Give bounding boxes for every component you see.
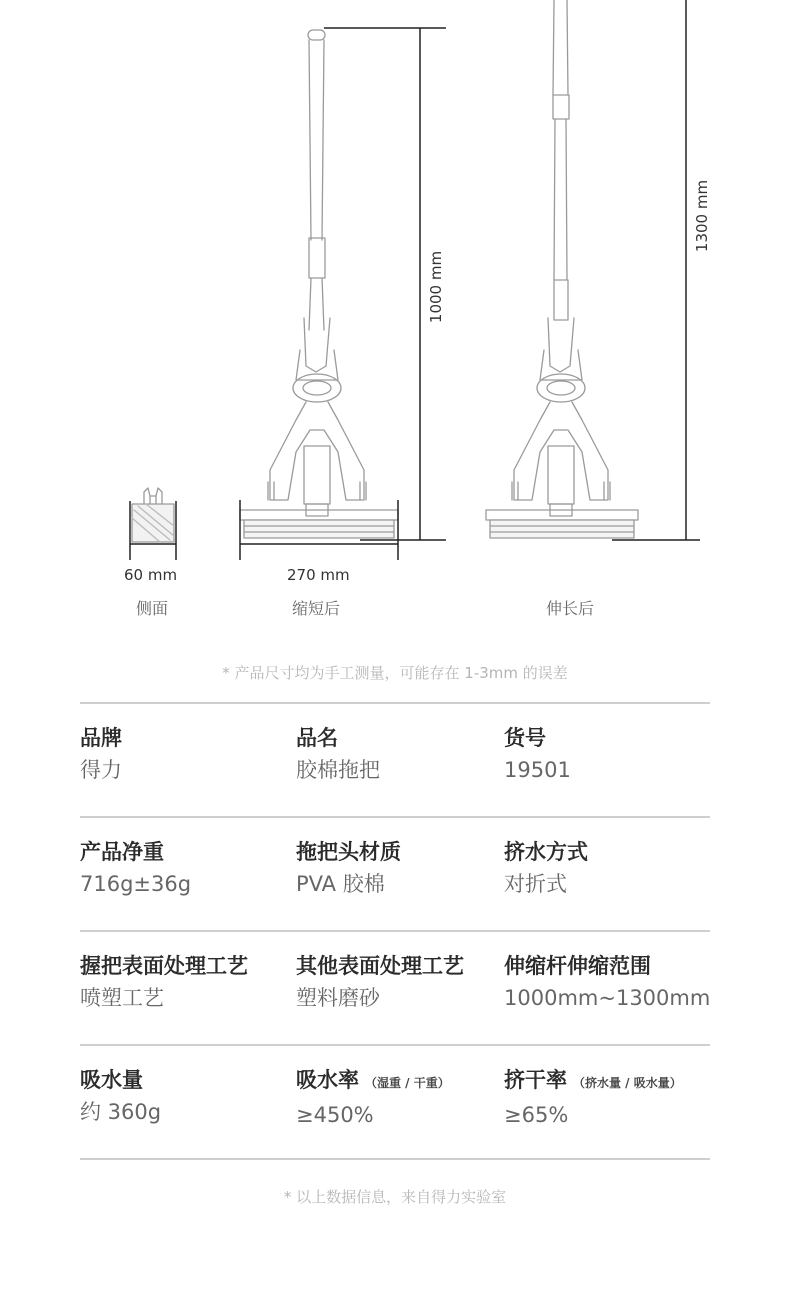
spec-key: 其他表面处理工艺 xyxy=(296,954,464,978)
spec-key: 品名 xyxy=(296,726,338,750)
spec-value: 1000mm~1300mm xyxy=(504,986,711,1010)
spec-cell-pole-range xyxy=(504,950,710,1014)
spec-cell-brand xyxy=(80,722,122,786)
spec-cell-product-name xyxy=(296,722,380,786)
spec-value: 716g±36g xyxy=(80,872,192,896)
spec-key: 伸缩杆伸缩范围 xyxy=(504,954,651,978)
spec-row xyxy=(80,704,710,818)
spec-cell-item-number xyxy=(504,722,571,786)
spec-cell-wring-method xyxy=(504,836,588,900)
long-height-label: 1300 mm xyxy=(693,179,712,253)
spec-cell-absorption xyxy=(80,1064,161,1128)
spec-value: PVA 胶棉 xyxy=(296,872,385,896)
short-height-label: 1000 mm xyxy=(427,250,446,324)
spec-cell-other-finish xyxy=(296,950,464,1014)
mop-shortened-drawing xyxy=(240,30,398,538)
spec-cell-net-weight xyxy=(80,836,191,900)
spec-value: ≥450% xyxy=(296,1103,374,1127)
spec-value: 对折式 xyxy=(504,872,567,896)
side-width-label: 60 mm xyxy=(124,566,178,584)
measurement-note: * 产品尺寸均为手工测量，可能存在 1-3mm 的误差 xyxy=(222,664,568,682)
mop-extended-drawing xyxy=(486,0,638,538)
mop-side-view xyxy=(132,488,174,542)
row-divider xyxy=(80,1158,710,1160)
spec-key-text: 吸水率 xyxy=(296,1068,359,1092)
caption-side: 侧面 xyxy=(136,599,169,618)
spec-row xyxy=(80,932,710,1046)
caption-extended: 伸长后 xyxy=(546,599,595,618)
spec-cell-wring-rate xyxy=(504,1064,682,1131)
spec-key: 挤水方式 xyxy=(504,840,588,864)
spec-key: 拖把头材质 xyxy=(296,840,401,864)
spec-cell-head-material xyxy=(296,836,401,900)
spec-key xyxy=(296,1064,450,1099)
spec-key: 握把表面处理工艺 xyxy=(80,954,248,978)
head-width-label: 270 mm xyxy=(287,566,350,584)
spec-cell-grip-finish xyxy=(80,950,248,1014)
spec-key-note: （湿重 / 干重） xyxy=(365,1076,450,1090)
spec-key-text: 挤干率 xyxy=(504,1068,567,1092)
mop-dimension-diagram xyxy=(0,0,790,640)
spec-value: 胶棉拖把 xyxy=(296,758,380,782)
spec-row xyxy=(80,1046,710,1160)
spec-cell-absorption-rate xyxy=(296,1064,450,1131)
spec-value: 喷塑工艺 xyxy=(80,986,164,1010)
caption-shortened: 缩短后 xyxy=(292,599,341,618)
spec-value: 约 360g xyxy=(80,1100,162,1124)
spec-key: 货号 xyxy=(504,726,546,750)
spec-key-note: （挤水量 / 吸水量） xyxy=(573,1076,682,1090)
spec-value: 得力 xyxy=(80,758,122,782)
spec-value: 19501 xyxy=(504,758,571,782)
dimension-lines xyxy=(130,0,700,560)
data-source-note: * 以上数据信息，来自得力实验室 xyxy=(283,1188,507,1206)
spec-key: 产品净重 xyxy=(80,840,164,864)
spec-value: ≥65% xyxy=(504,1103,569,1127)
spec-key xyxy=(504,1064,682,1099)
spec-key: 品牌 xyxy=(80,726,122,750)
spec-key: 吸水量 xyxy=(80,1068,143,1092)
spec-row xyxy=(80,818,710,932)
spec-value: 塑料磨砂 xyxy=(296,986,380,1010)
